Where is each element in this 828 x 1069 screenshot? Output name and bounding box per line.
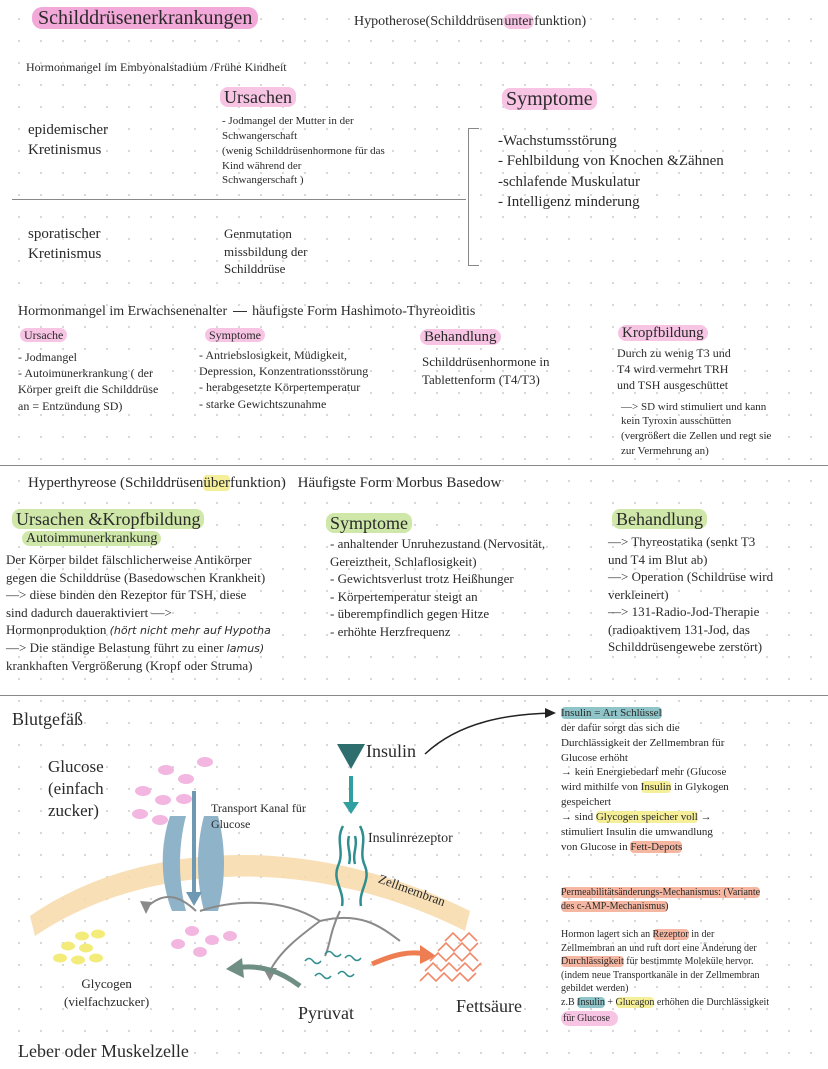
arrow-head-icon xyxy=(420,945,436,964)
glycogen-molecule xyxy=(89,954,103,963)
adult-ursache-line: - Jodmangel xyxy=(18,350,77,364)
hyper-behandlung-list xyxy=(608,533,826,656)
hypo-heading xyxy=(354,13,586,32)
handwritten-note: (hört nicht mehr auf Hypotha xyxy=(109,624,271,638)
kropf-list xyxy=(617,345,822,459)
perm-text-1: Permeabilitätsänderungs-Mechanismus: (Variante xyxy=(561,887,761,898)
glycogen-molecule xyxy=(53,954,67,963)
adult-symptom-line: - herabgesetzte Körpertemperatur xyxy=(199,380,361,395)
epidemic-label-1: epidemischer xyxy=(28,122,108,138)
hypo-heading-c: funktion) xyxy=(534,14,587,29)
sporadic-label xyxy=(28,224,101,265)
sporadic-label-2: Kretinismus xyxy=(28,246,102,263)
hyper-behandlung-line: und T4 im Blut ab) xyxy=(608,551,708,567)
insulin-note-line xyxy=(561,840,823,855)
insulin-note-line: Glucose erhöht xyxy=(561,751,628,764)
glycogen-molecule xyxy=(91,930,105,939)
hyper-ursache-line: —> diese binden den Rezeptor für TSH, diese xyxy=(6,587,247,603)
note-text: für bestimmte Moleküle hervor. xyxy=(623,956,754,967)
hyper-heading xyxy=(28,473,501,493)
glycogen-label xyxy=(64,975,149,1010)
transport-label-2: Glucose xyxy=(211,817,251,832)
kropf-heading-text: Kropfbildung xyxy=(618,325,708,341)
adult-symptom-line: - Antriebslosigkeit, Müdigkeit, xyxy=(199,348,347,362)
adult-ursache-line: - Autoimunerkrankung ( der xyxy=(18,366,153,381)
note-text: in der xyxy=(688,929,715,940)
note-text: + xyxy=(604,996,616,1008)
transport-label-1: Transport Kanal für xyxy=(211,801,306,815)
insulin-icon xyxy=(337,744,365,814)
adult-behandlung-heading-text: Behandlung xyxy=(420,329,501,345)
glucose-molecule xyxy=(193,947,207,957)
insulin-note-line: Durchlässigkeit der Zellmembran für xyxy=(561,736,725,749)
hormonproduktion-text: Hormonproduktion xyxy=(6,622,107,638)
zellmembran-label: Zellmembran xyxy=(376,870,448,909)
note-text: → xyxy=(697,810,712,823)
insulin-notes xyxy=(561,706,823,854)
glucose-molecule xyxy=(171,939,185,949)
note-text: wird mithilfe von xyxy=(561,781,641,794)
hyper-behandlung-line: Schilddrüsengewebe zerstört) xyxy=(608,639,763,655)
arrow-head-icon xyxy=(226,958,244,978)
hypo-symptom: -Wachstumsstörung xyxy=(498,133,617,149)
adult-ursache-line: Körper greift die Schilddrüse xyxy=(18,382,159,397)
insulin-note-line: → kein Energiebedarf mehr (Glucose xyxy=(561,766,727,779)
perm-line-1 xyxy=(561,886,823,900)
perm-mechanism xyxy=(561,886,823,913)
glucose-molecule xyxy=(132,809,148,819)
glucose-molecule xyxy=(197,757,213,767)
hyper-heading-c: funktion) xyxy=(230,475,286,491)
arrow-head-icon xyxy=(140,901,152,914)
adult-behandlung-line: Schilddrüsenhormone in xyxy=(422,354,550,369)
hyper-behandlung-line: —> Operation (Schildrüse wird xyxy=(608,569,774,585)
kropf-line: kein Tyroxin ausschütten xyxy=(621,415,732,428)
note-text: → sind xyxy=(561,810,596,823)
hyper-symptome-list xyxy=(330,535,610,640)
sporadic-cause-line: Schilddrüse xyxy=(224,261,286,277)
pyruvat-label: Pyruvat xyxy=(298,1003,354,1023)
note-highlight: Glycogen speicher voll xyxy=(595,810,698,823)
hyper-behandlung-line: (radioaktivem 131-Jod, das xyxy=(608,621,750,637)
glucose-molecule xyxy=(223,931,237,941)
glucose-molecule xyxy=(155,795,171,805)
glucose-label-3: zucker) xyxy=(48,801,99,821)
epidemic-cause xyxy=(222,114,452,188)
epidemic-cause-line: (wenig Schilddrüsenhormone für das xyxy=(222,144,385,157)
symptome-heading-text: Symptome xyxy=(502,88,597,110)
hyper-symptom-line: - Körpertemperatur steigt an xyxy=(330,588,478,604)
insulin-note-title xyxy=(561,706,823,721)
adult-behandlung-heading xyxy=(420,327,501,347)
glycogen-molecule xyxy=(75,932,89,941)
kropf-line: zur Vermehrung an) xyxy=(621,445,709,458)
kropf-line: Durch zu wenig T3 und xyxy=(617,346,731,360)
adult-heading-b: häufigste Form Hashimoto-Thyreoiditis xyxy=(252,304,476,319)
hyper-ursache-line: krankhaften Vergrößerung (Kropf oder Struma) xyxy=(6,657,253,673)
ursachen-heading xyxy=(220,86,296,109)
hypo-heading-a: Hypotherose(Schilddrüsen xyxy=(354,14,504,29)
kropf-line: T4 wird vermehrt TRH xyxy=(617,362,729,377)
blutgefaess-label: Blutgefäß xyxy=(12,709,83,729)
insulin-note-title-text: Insulin = Art Schlüssel xyxy=(561,707,662,719)
insulin-link-arrow xyxy=(425,713,552,754)
epidemic-cause-line: Schwangerschaft ) xyxy=(222,174,304,187)
glucose-molecule xyxy=(185,926,199,936)
hyper-heading-a: Hyperthyreose (Schilddrüsen xyxy=(28,475,204,491)
orange-arrow xyxy=(372,953,425,964)
adult-ursache-heading xyxy=(20,327,67,343)
insulin-note-line: der dafür sorgt das sich die xyxy=(561,721,680,734)
hypo-symptom-list xyxy=(498,131,724,212)
hypo-symptom: -schlafende Muskulatur xyxy=(498,173,641,190)
kropf-heading xyxy=(618,323,708,343)
note-text: Hormon lagert sich an xyxy=(561,929,653,940)
adult-symptom-line: Depression, Konzentrationsstörung xyxy=(199,364,369,379)
insulin-note-line xyxy=(561,810,823,825)
autoimmun-label-text: Autoimmunerkrankung xyxy=(22,531,161,546)
insulin-note-line: stimuliert Insulin die umwandlung xyxy=(561,825,713,838)
hormon-line xyxy=(561,955,823,969)
epidemic-label xyxy=(28,120,108,161)
glucose-molecule xyxy=(135,786,151,796)
adult-ursache-list xyxy=(18,349,198,414)
hyper-ursache-line: Der Körper bildet fälschlicherweise Antikörper xyxy=(6,552,252,567)
adult-ursache-line: an = Entzündung SD) xyxy=(18,398,123,413)
adult-symptome-heading-text: Symptome xyxy=(205,328,265,342)
hyper-ursache-line: gegen die Schilddrüse (Basedowschen Krankheit) xyxy=(6,569,266,585)
metabolic-pathways xyxy=(148,897,400,971)
hyper-ursachen-heading-text: Ursachen &Kropfbildung xyxy=(12,509,204,529)
hyper-symptome-heading xyxy=(326,512,412,535)
glucose-label-2: (einfach xyxy=(48,779,104,799)
hormon-line: (indem neue Transportkanäle in der Zellmembran xyxy=(561,969,760,981)
glycogen-molecule xyxy=(79,944,93,953)
glycogen-label-2: (vielfachzucker) xyxy=(64,993,150,1009)
glycogen-molecules xyxy=(53,930,105,965)
hyper-behandlung-line: —> 131-Radio-Jod-Therapie xyxy=(608,604,760,620)
hormon-line: gebildet werden) xyxy=(561,983,629,994)
adult-heading-a: Hormonmangel im Erwachsenenalter xyxy=(18,304,228,319)
note-highlight: Insulin xyxy=(640,781,672,794)
hormon-line xyxy=(561,928,823,942)
hypo-heading-unter: unter xyxy=(504,14,534,29)
green-arrow xyxy=(235,967,300,986)
hyper-symptom-line: Gereiztheit, Schlaflosigkeit) xyxy=(330,553,477,569)
insulinrezeptor-label: Insulinrezeptor xyxy=(368,831,453,846)
kropf-line: —> SD wird stimuliert und kann xyxy=(621,400,767,413)
adult-ursache-heading-text: Ursache xyxy=(20,328,67,342)
hypo-symptom: - Intelligenz minderung xyxy=(498,193,640,210)
ursachen-heading-text: Ursachen xyxy=(220,87,296,107)
hyper-ursache-line xyxy=(6,639,328,657)
fettsaeure-label: Fettsäure xyxy=(456,996,522,1016)
handwritten-note-2: lamus) xyxy=(226,642,265,656)
page-title xyxy=(32,6,258,31)
epidemic-cause-line: - Jodmangel der Mutter in der xyxy=(222,115,354,127)
sporadic-label-1: sporatischer xyxy=(28,226,101,242)
hyper-ursachen-heading xyxy=(12,508,204,531)
childhood-heading: Hormonmangel im Embyonalstadium /Frühe Kindheit xyxy=(26,60,287,74)
glycogen-molecule xyxy=(61,942,75,951)
hyper-symptom-line: - erhöhte Herzfrequenz xyxy=(330,623,451,639)
section-divider-1 xyxy=(0,465,828,466)
hyper-behandlung-line: —> Thyreostatika (senkt T3 xyxy=(608,534,756,549)
adult-heading xyxy=(18,303,475,322)
hyper-symptome-heading-text: Symptome xyxy=(326,513,412,533)
note-highlight: Fett-Depots xyxy=(630,840,683,853)
insulin-note-line: gespeichert xyxy=(561,796,612,809)
epidemic-cause-line: Schwangerschaft xyxy=(222,129,298,142)
hyper-heading-d: Häufigste Form Morbus Basedow xyxy=(297,475,502,491)
pyruvat-molecules xyxy=(305,952,361,979)
insulin-note-line xyxy=(561,780,823,795)
hormon-line xyxy=(561,1012,823,1026)
adult-symptome-list xyxy=(199,347,424,412)
perm-text-2: des c-AMP-Mechanismus) xyxy=(561,900,669,912)
glucose-label-1: Glucose xyxy=(48,757,104,776)
hyper-ursachen-list xyxy=(6,551,328,674)
glycogen-label-1: Glycogen xyxy=(81,976,132,991)
transport-label xyxy=(211,800,306,832)
insulin-label: Insulin xyxy=(366,741,417,761)
glucose-molecule xyxy=(205,935,219,945)
note-text: in Glykogen xyxy=(671,781,729,794)
glycogen-molecule xyxy=(71,956,85,965)
glucose-molecule xyxy=(178,774,194,784)
hyper-behandlung-heading xyxy=(612,508,707,531)
epidemic-label-2: Kretinismus xyxy=(28,142,102,159)
note-highlight: für Glucose xyxy=(561,1011,618,1026)
hormon-line: Zellmembran an und ruft dort eine Änderung der xyxy=(561,942,757,954)
epidemic-cause-line: Kind während der xyxy=(222,159,302,172)
belastung-text: —> Die ständige Belastung führt zu einer xyxy=(6,640,224,656)
note-text: von Glucose in xyxy=(561,840,631,853)
dash-line xyxy=(233,311,247,312)
hyper-behandlung-line: verkleinert) xyxy=(608,586,669,602)
hyper-symptom-line: - anhaltender Unruhezustand (Nervosität, xyxy=(330,536,546,551)
note-highlight: Insulin xyxy=(577,996,605,1008)
note-text: erhöhen die Durchlässigkeit xyxy=(654,996,770,1008)
kropf-line: (vergrößert die Zellen und regt sie xyxy=(621,430,772,443)
hyper-symptom-line: - Gewichtsverlust trotz Heißhunger xyxy=(330,571,514,587)
note-highlight: Glucagon xyxy=(615,996,655,1008)
hormon-line xyxy=(561,996,823,1010)
kropf-line: und TSH ausgeschüttet xyxy=(617,378,729,393)
glucose-label xyxy=(48,756,104,822)
perm-line-2 xyxy=(561,900,823,914)
glucose-molecule xyxy=(158,765,174,775)
hyper-ursache-line: sind dadurch daueraktiviert —> xyxy=(6,604,172,620)
adult-behandlung-line: Tablettenform (T4/T3) xyxy=(422,371,540,387)
adult-symptome-heading xyxy=(205,327,265,343)
hypo-symptom: - Fehlbildung von Knochen &Zähnen xyxy=(498,153,724,170)
sporadic-cause-line: Genmutation xyxy=(224,226,292,241)
note-highlight: Durchlässigkeit xyxy=(561,956,624,967)
glucose-molecule xyxy=(152,815,168,825)
divider-line xyxy=(12,199,466,200)
hyper-heading-ueber: über xyxy=(203,475,231,491)
adult-behandlung-list xyxy=(422,353,549,388)
hyper-symptom-line: - überempfindlich gegen Hitze xyxy=(330,606,490,622)
symptome-heading xyxy=(502,87,597,112)
autoimmun-label xyxy=(22,530,161,549)
leber-label: Leber oder Muskelzelle xyxy=(18,1041,189,1061)
glucose-molecule xyxy=(176,794,192,804)
sporadic-cause-line: missbildung der xyxy=(224,243,308,259)
adult-symptom-line: - starke Gewichtszunahme xyxy=(199,396,327,411)
note-text: z.B xyxy=(561,996,578,1008)
note-highlight: Rezeptor xyxy=(652,929,689,940)
hyper-ursache-line xyxy=(6,621,328,639)
hyper-behandlung-heading-text: Behandlung xyxy=(612,509,707,529)
sporadic-cause xyxy=(224,225,307,278)
title-text: Schilddrüsenerkrankungen xyxy=(32,7,258,29)
arrow-head-icon xyxy=(545,708,556,718)
hormon-notes xyxy=(561,928,823,1026)
symptom-bracket xyxy=(468,128,479,266)
